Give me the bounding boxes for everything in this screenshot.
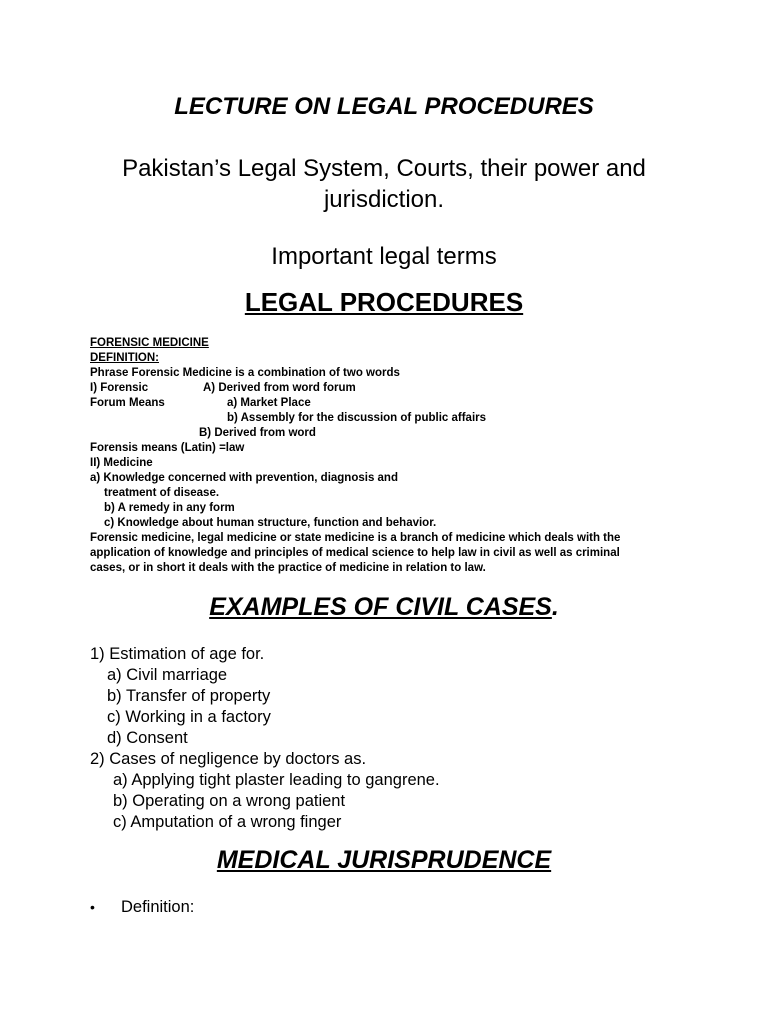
forensic-derivation-a: A) Derived from word forum	[203, 382, 356, 394]
phrase-text: Phrase Forensic Medicine is a combination of two words	[90, 367, 400, 379]
civil-item-2a: a) Applying tight plaster leading to gangrene.	[113, 771, 440, 789]
civil-item-1c: c) Working in a factory	[107, 708, 271, 726]
forum-meaning-a: a) Market Place	[227, 397, 311, 409]
subtitle-line-2: jurisdiction.	[323, 186, 445, 213]
forensic-paragraph-line-2: application of knowledge and principles of medical science to help law in civil as well as criminal	[90, 547, 620, 559]
civil-heading-dot: .	[551, 593, 559, 621]
forensic-paragraph-line-1: Forensic medicine, legal medicine or state medicine is a branch of medicine which deals with the	[90, 532, 621, 544]
medicine-meaning-c: c) Knowledge about human structure, function and behavior.	[104, 517, 437, 529]
medicine-meaning-a: a) Knowledge concerned with prevention, diagnosis and	[90, 472, 398, 484]
civil-item-2: 2) Cases of negligence by doctors as.	[90, 750, 367, 768]
subtitle-important-terms: Important legal terms	[271, 243, 497, 270]
civil-item-1b: b) Transfer of property	[107, 687, 271, 705]
civil-item-1a: a) Civil marriage	[107, 666, 228, 684]
medicine-item-label: II) Medicine	[90, 457, 153, 469]
forum-meaning-b: b) Assembly for the discussion of public affairs	[227, 412, 487, 424]
medicine-meaning-b: b) A remedy in any form	[104, 502, 235, 514]
heading-civil-cases	[0, 593, 768, 622]
forensis-meaning: Forensis means (Latin) =law	[90, 442, 245, 454]
civil-item-2b: b) Operating on a wrong patient	[113, 792, 346, 810]
forensic-heading: FORENSIC MEDICINE	[90, 337, 209, 349]
bullet-icon: •	[90, 899, 95, 915]
forensic-item-label: I) Forensic	[90, 382, 149, 394]
subtitle-line-1: Pakistan’s Legal System, Courts, their power and	[122, 155, 646, 182]
medicine-meaning-a-cont: treatment of disease.	[104, 487, 220, 499]
civil-item-1d: d) Consent	[107, 729, 188, 747]
civil-item-2c: c) Amputation of a wrong finger	[113, 813, 342, 831]
heading-medical-jurisprudence: MEDICAL JURISPRUDENCE	[216, 846, 552, 874]
heading-legal-procedures: LEGAL PROCEDURES	[244, 287, 524, 317]
civil-heading-text: EXAMPLES OF CIVIL CASES	[209, 593, 552, 621]
forum-means-label: Forum Means	[90, 397, 165, 409]
document-title: LECTURE ON LEGAL PROCEDURES	[174, 93, 594, 120]
definition-label: DEFINITION:	[90, 352, 159, 364]
forensic-derivation-b: B) Derived from word	[199, 427, 316, 439]
civil-item-1: 1) Estimation of age for.	[90, 645, 265, 663]
forensic-paragraph-line-3: cases, or in short it deals with the practice of medicine in relation to law.	[90, 562, 486, 574]
definition-text: Definition:	[121, 898, 195, 916]
